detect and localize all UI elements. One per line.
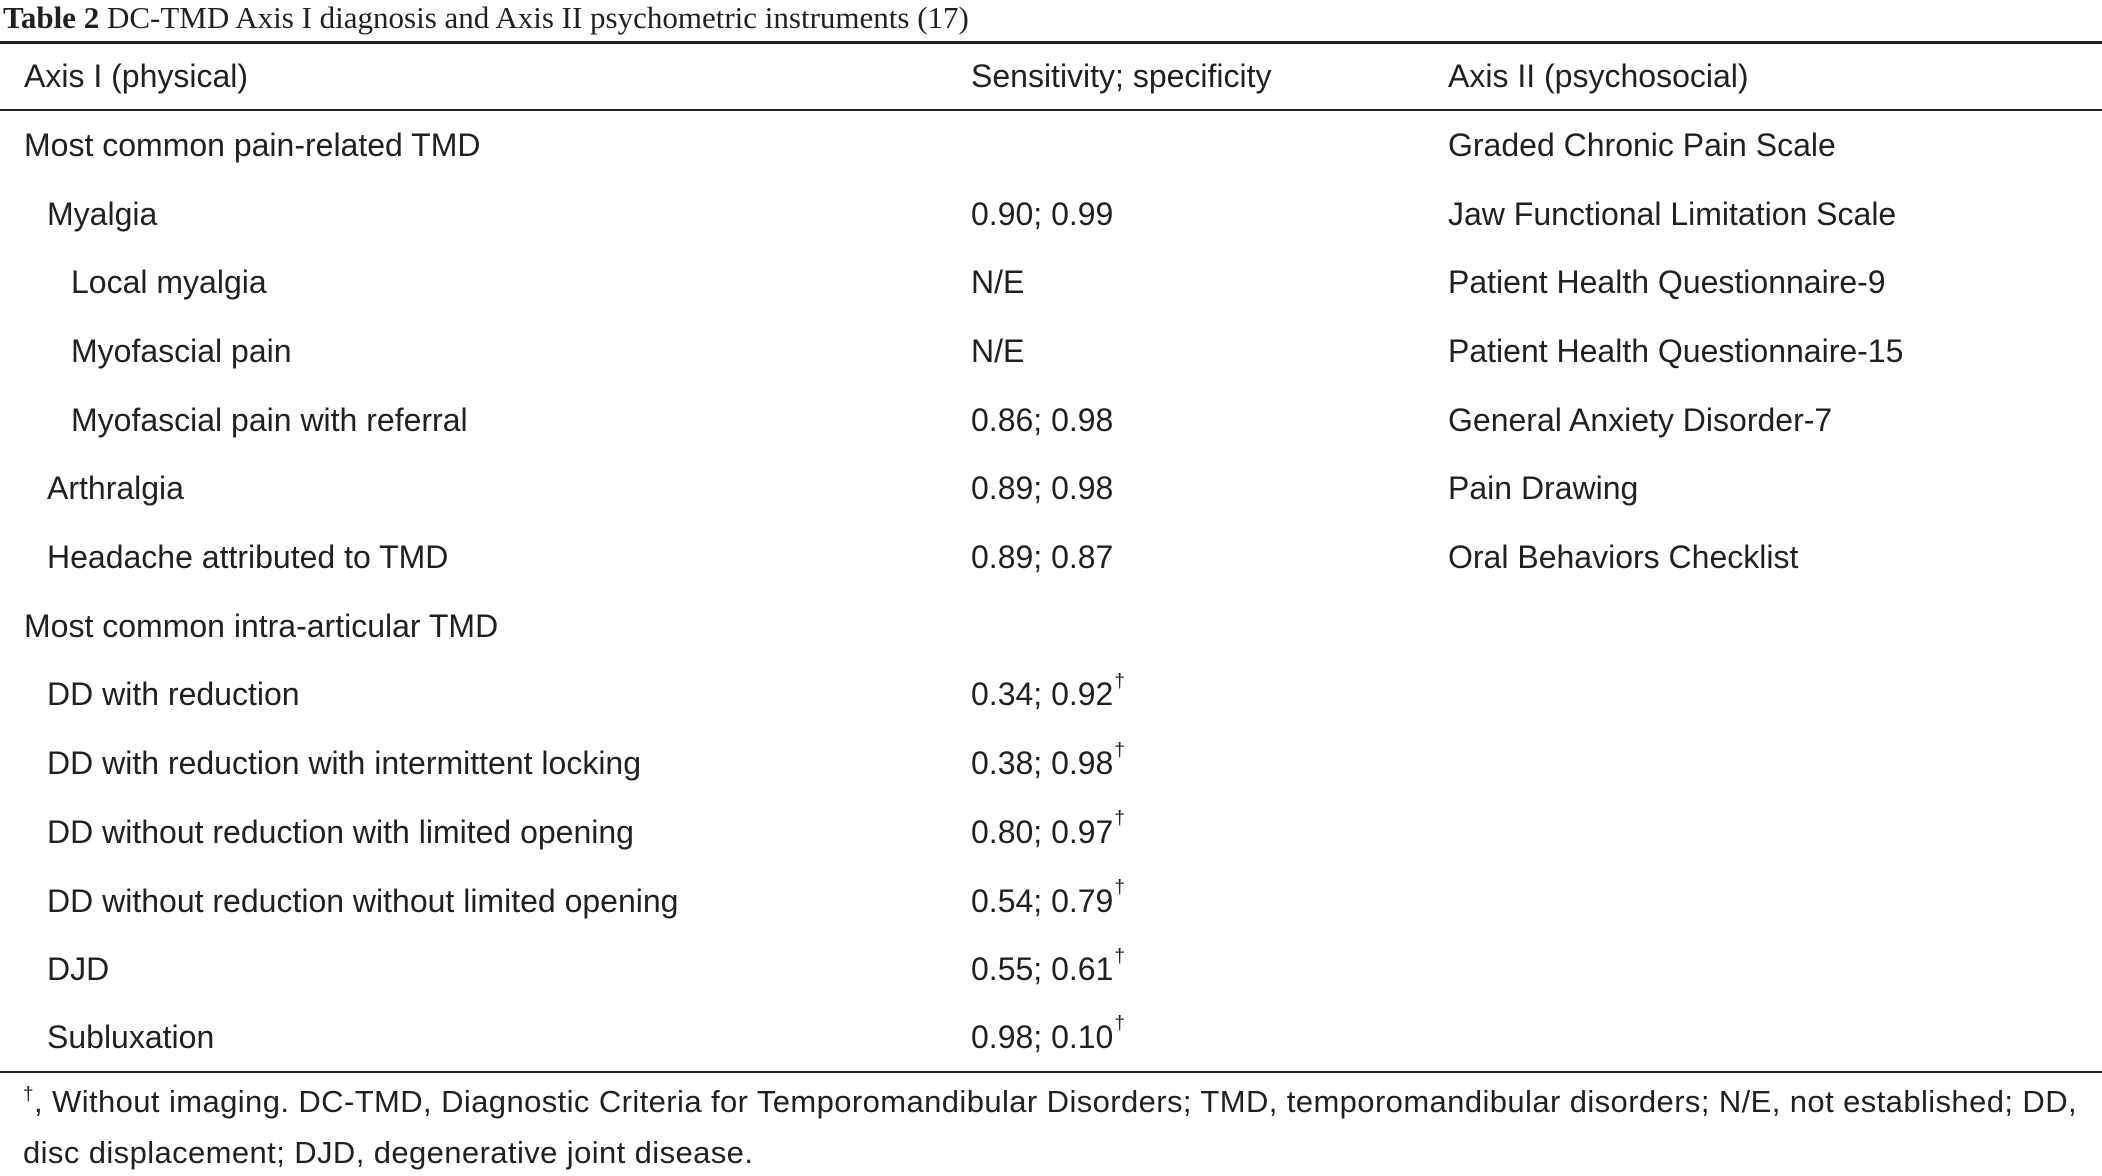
table-row <box>0 729 2102 798</box>
sens-spec-value: 0.55; 0.61 <box>971 951 1114 988</box>
sens-spec-cell <box>971 729 1125 798</box>
sens-spec-cell <box>971 180 1113 249</box>
axis1-cell: DD with reduction with intermittent locking <box>47 745 642 782</box>
axis2-cell: Patient Health Questionnaire-15 <box>1448 332 1904 369</box>
table-title: DC-TMD Axis I diagnosis and Axis II psychometric instruments (17) <box>106 0 969 35</box>
dagger-mark: † <box>1114 739 1125 761</box>
table-row <box>0 180 2102 249</box>
axis1-cell: Most common pain-related TMD <box>24 126 481 163</box>
sens-spec-cell <box>971 248 1024 317</box>
dagger-mark: † <box>1114 877 1125 899</box>
table-header-row <box>0 44 2102 109</box>
sens-spec-cell <box>971 935 1125 1004</box>
table-row <box>0 661 2102 730</box>
sens-spec-cell <box>971 523 1113 592</box>
table-label: Table 2 <box>3 0 100 35</box>
sens-spec-value: 0.86; 0.98 <box>971 401 1114 438</box>
sens-spec-cell <box>971 867 1125 936</box>
header-axis-1: Axis I (physical) <box>24 58 249 94</box>
table-row <box>0 386 2102 455</box>
axis2-cell: Jaw Functional Limitation Scale <box>1448 195 1897 232</box>
sens-spec-cell <box>971 317 1024 386</box>
axis1-cell: DD without reduction without limited opening <box>47 882 679 919</box>
axis1-cell: DJD <box>47 951 110 988</box>
axis2-cell: Graded Chronic Pain Scale <box>1448 126 1836 163</box>
axis1-cell: Subluxation <box>47 1018 215 1055</box>
sens-spec-cell <box>971 661 1125 730</box>
axis1-cell: Myalgia <box>47 195 158 232</box>
axis1-cell: Headache attributed to TMD <box>47 539 449 576</box>
table-row <box>0 248 2102 317</box>
table-footnote <box>23 1079 2077 1176</box>
axis1-cell: Myofascial pain <box>71 332 292 369</box>
dagger-mark: † <box>1114 670 1125 692</box>
bottom-rule <box>0 1071 2102 1073</box>
table-row <box>0 455 2102 524</box>
footnote-text: , Without imaging. DC-TMD, Diagnostic Criteria for Temporomandibular Disorders; TMD, temporomandibular disorders; N/E, not established; DD, disc displacement; DJD, degenerative joint disease. <box>23 1084 2077 1170</box>
sens-spec-value: 0.54; 0.79 <box>971 882 1114 919</box>
header-sensitivity-specificity: Sensitivity; specificity <box>971 58 1272 94</box>
table-row <box>0 523 2102 592</box>
sens-spec-value: N/E <box>971 332 1025 369</box>
sens-spec-cell <box>971 798 1125 867</box>
table-row <box>0 1004 2102 1070</box>
dagger-mark: † <box>1114 808 1125 830</box>
footnote-dagger: † <box>23 1084 34 1105</box>
sens-spec-value: 0.98; 0.10 <box>971 1018 1114 1055</box>
table-caption <box>3 0 969 36</box>
axis2-cell: Pain Drawing <box>1448 470 1639 507</box>
axis1-cell: Local myalgia <box>71 264 267 301</box>
axis1-cell: DD without reduction with limited opening <box>47 813 634 850</box>
table-row <box>0 111 2102 180</box>
axis2-cell: General Anxiety Disorder-7 <box>1448 401 1833 438</box>
axis2-cell: Patient Health Questionnaire-9 <box>1448 264 1886 301</box>
table-row <box>0 935 2102 1004</box>
sens-spec-value: 0.89; 0.87 <box>971 539 1114 576</box>
table-row <box>0 592 2102 661</box>
sens-spec-cell <box>971 386 1113 455</box>
axis2-cell: Oral Behaviors Checklist <box>1448 539 1799 576</box>
table-row <box>0 317 2102 386</box>
axis1-cell: DD with reduction <box>47 676 300 713</box>
table-row <box>0 798 2102 867</box>
dagger-mark: † <box>1114 945 1125 967</box>
sens-spec-value: 0.90; 0.99 <box>971 195 1114 232</box>
sens-spec-value: 0.34; 0.92 <box>971 676 1114 713</box>
sens-spec-value: 0.80; 0.97 <box>971 813 1114 850</box>
sens-spec-cell <box>971 1004 1125 1070</box>
dagger-mark: † <box>1114 1013 1125 1035</box>
axis1-cell: Myofascial pain with referral <box>71 401 468 438</box>
table-row <box>0 867 2102 936</box>
sens-spec-cell <box>971 455 1113 524</box>
sens-spec-value: N/E <box>971 264 1025 301</box>
sens-spec-value: 0.89; 0.98 <box>971 470 1114 507</box>
sens-spec-value: 0.38; 0.98 <box>971 745 1114 782</box>
header-axis-2: Axis II (psychosocial) <box>1448 58 1749 94</box>
axis1-cell: Arthralgia <box>47 470 184 507</box>
axis1-cell: Most common intra-articular TMD <box>24 607 499 644</box>
